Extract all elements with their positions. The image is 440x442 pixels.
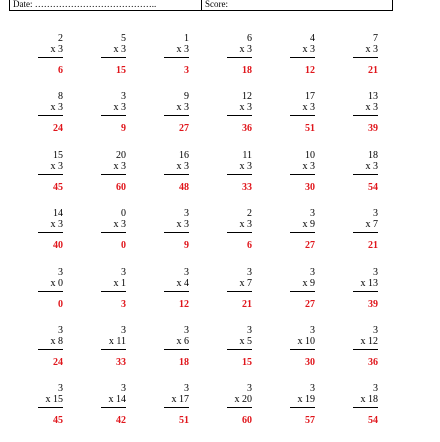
multiplier: x 3	[302, 44, 315, 55]
problem-card	[201, 383, 264, 441]
multiplicand: 3	[310, 383, 315, 395]
answer: 27	[179, 123, 189, 135]
multiplier: x 3	[176, 160, 189, 172]
multiplicand: 3	[184, 324, 189, 336]
multiplier: x 14	[108, 394, 126, 406]
answer-rule	[227, 349, 252, 350]
multiplier: x 10	[297, 335, 315, 347]
answer-rule	[227, 407, 252, 408]
answer: 0	[58, 298, 63, 310]
multiplicand: 9	[184, 91, 189, 103]
multiplier: x 3	[50, 102, 63, 114]
answer: 30	[305, 356, 315, 368]
multiplier: x 3	[176, 44, 189, 55]
answer-rule	[164, 291, 189, 292]
answer: 33	[242, 181, 252, 193]
problem-card	[264, 91, 327, 149]
multiplicand: 3	[58, 266, 63, 278]
answer-rule	[101, 232, 126, 233]
problem-card	[201, 150, 264, 208]
multiplier: x 4	[176, 277, 189, 289]
answer-rule	[38, 57, 63, 58]
score-field: Score:	[201, 0, 392, 10]
problem-card	[12, 325, 75, 383]
multiplicand: 3	[310, 266, 315, 278]
answer-rule	[101, 174, 126, 175]
multiplicand: 16	[179, 149, 189, 161]
multiplicand: 13	[368, 91, 378, 103]
answer: 3	[121, 298, 126, 310]
multiplicand: 2	[58, 33, 63, 44]
answer: 0	[121, 240, 126, 252]
multiplicand: 7	[373, 33, 378, 44]
problem-card	[327, 150, 390, 208]
multiplier: x 12	[360, 335, 378, 347]
answer: 45	[53, 181, 63, 193]
answer: 6	[58, 65, 63, 76]
problem-card	[138, 267, 201, 325]
multiplier: x 3	[50, 219, 63, 231]
multiplier: x 6	[176, 335, 189, 347]
answer: 12	[305, 65, 315, 76]
problem-card	[201, 33, 264, 91]
problem-card	[75, 325, 138, 383]
answer-rule	[38, 115, 63, 116]
answer-rule	[38, 291, 63, 292]
problem-card	[75, 208, 138, 266]
multiplier: x 3	[302, 102, 315, 114]
answer: 24	[53, 123, 63, 135]
multiplier: x 3	[113, 160, 126, 172]
answer: 39	[368, 123, 378, 135]
problem-card	[264, 150, 327, 208]
answer-rule	[227, 174, 252, 175]
answer-rule	[290, 115, 315, 116]
multiplier: x 3	[113, 102, 126, 114]
multiplier: x 18	[360, 394, 378, 406]
multiplicand: 3	[247, 383, 252, 395]
answer: 33	[116, 356, 126, 368]
multiplicand: 1	[184, 33, 189, 44]
multiplier: x 3	[176, 102, 189, 114]
multiplicand: 17	[305, 91, 315, 103]
multiplicand: 3	[373, 266, 378, 278]
answer: 60	[116, 181, 126, 193]
multiplier: x 5	[239, 335, 252, 347]
problem-card	[264, 383, 327, 441]
answer: 48	[179, 181, 189, 193]
answer: 60	[242, 415, 252, 427]
answer: 51	[305, 123, 315, 135]
multiplier: x 19	[297, 394, 315, 406]
answer: 42	[116, 415, 126, 427]
answer-rule	[353, 291, 378, 292]
problem-card	[12, 267, 75, 325]
answer: 36	[368, 356, 378, 368]
answer: 15	[242, 356, 252, 368]
problem-card	[327, 267, 390, 325]
multiplicand: 6	[247, 33, 252, 44]
answer-rule	[101, 407, 126, 408]
problem-card	[201, 91, 264, 149]
multiplier: x 3	[365, 160, 378, 172]
problem-card	[327, 33, 390, 91]
problem-card	[264, 33, 327, 91]
problem-card	[12, 383, 75, 441]
multiplier: x 3	[239, 44, 252, 55]
problem-card	[75, 383, 138, 441]
problem-card	[264, 267, 327, 325]
answer: 27	[305, 298, 315, 310]
problem-card	[201, 325, 264, 383]
multiplier: x 13	[360, 277, 378, 289]
problem-card	[138, 91, 201, 149]
answer-rule	[164, 57, 189, 58]
multiplicand: 3	[373, 208, 378, 220]
answer: 3	[184, 65, 189, 76]
answer-rule	[353, 232, 378, 233]
multiplier: x 3	[50, 160, 63, 172]
multiplier: x 3	[50, 44, 63, 55]
multiplier: x 3	[239, 160, 252, 172]
answer: 9	[184, 240, 189, 252]
problem-card	[12, 33, 75, 91]
multiplier: x 20	[234, 394, 252, 406]
problem-card	[75, 150, 138, 208]
answer: 54	[368, 181, 378, 193]
multiplier: x 3	[239, 102, 252, 114]
problem-card	[138, 33, 201, 91]
multiplicand: 3	[121, 383, 126, 395]
multiplicand: 3	[310, 208, 315, 220]
multiplier: x 3	[113, 219, 126, 231]
multiplicand: 3	[247, 266, 252, 278]
answer-rule	[164, 115, 189, 116]
answer: 57	[305, 415, 315, 427]
answer-rule	[227, 232, 252, 233]
answer: 39	[368, 298, 378, 310]
problem-card	[201, 267, 264, 325]
answer: 21	[242, 298, 252, 310]
multiplicand: 3	[58, 324, 63, 336]
multiplicand: 12	[242, 91, 252, 103]
answer-rule	[227, 57, 252, 58]
multiplicand: 11	[242, 149, 252, 161]
worksheet-header	[9, 0, 393, 11]
answer: 40	[53, 240, 63, 252]
problem-card	[327, 325, 390, 383]
multiplier: x 3	[365, 44, 378, 55]
problem-card	[138, 325, 201, 383]
multiplicand: 3	[310, 324, 315, 336]
problem-card	[75, 267, 138, 325]
answer: 45	[53, 415, 63, 427]
multiplicand: 8	[58, 91, 63, 103]
multiplier: x 3	[365, 102, 378, 114]
multiplier: x 1	[113, 277, 126, 289]
multiplicand: 3	[247, 324, 252, 336]
answer-rule	[290, 407, 315, 408]
answer: 21	[368, 65, 378, 76]
multiplicand: 3	[121, 266, 126, 278]
multiplier: x 8	[50, 335, 63, 347]
multiplicand: 3	[58, 383, 63, 395]
multiplier: x 17	[171, 394, 189, 406]
answer-rule	[353, 57, 378, 58]
multiplicand: 10	[305, 149, 315, 161]
answer-rule	[164, 232, 189, 233]
answer-rule	[101, 349, 126, 350]
problem-card	[75, 33, 138, 91]
multiplicand: 14	[53, 208, 63, 220]
multiplicand: 3	[121, 91, 126, 103]
multiplicand: 2	[247, 208, 252, 220]
multiplicand: 5	[121, 33, 126, 44]
answer-rule	[353, 174, 378, 175]
multiplicand: 0	[121, 208, 126, 220]
answer-rule	[353, 115, 378, 116]
answer-rule	[290, 232, 315, 233]
multiplier: x 7	[365, 219, 378, 231]
answer-rule	[353, 349, 378, 350]
answer-rule	[38, 174, 63, 175]
answer-rule	[101, 57, 126, 58]
problem-card	[264, 208, 327, 266]
answer-rule	[290, 349, 315, 350]
multiplicand: 3	[184, 383, 189, 395]
date-field: Date: …………………………………..	[13, 0, 157, 9]
problem-card	[75, 91, 138, 149]
multiplicand: 3	[184, 208, 189, 220]
answer: 21	[368, 240, 378, 252]
answer-rule	[38, 349, 63, 350]
answer: 9	[121, 123, 126, 135]
problem-card	[201, 208, 264, 266]
multiplier: x 3	[302, 160, 315, 172]
answer: 54	[368, 415, 378, 427]
problem-card	[327, 383, 390, 441]
multiplier: x 3	[239, 219, 252, 231]
multiplicand: 4	[310, 33, 315, 44]
multiplier: x 3	[113, 44, 126, 55]
multiplier: x 7	[239, 277, 252, 289]
answer: 18	[242, 65, 252, 76]
answer-rule	[290, 57, 315, 58]
answer-rule	[164, 174, 189, 175]
answer-rule	[353, 407, 378, 408]
problem-card	[327, 91, 390, 149]
multiplicand: 3	[373, 324, 378, 336]
multiplier: x 0	[50, 277, 63, 289]
multiplier: x 3	[176, 219, 189, 231]
problem-grid	[12, 33, 392, 442]
answer: 6	[247, 240, 252, 252]
problem-card	[264, 325, 327, 383]
problem-card	[138, 383, 201, 441]
answer-rule	[164, 407, 189, 408]
problem-card	[327, 208, 390, 266]
problem-card	[12, 150, 75, 208]
answer: 30	[305, 181, 315, 193]
multiplier: x 9	[302, 219, 315, 231]
answer-rule	[38, 232, 63, 233]
answer: 12	[179, 298, 189, 310]
answer-rule	[227, 291, 252, 292]
problem-card	[12, 208, 75, 266]
answer: 27	[305, 240, 315, 252]
multiplicand: 20	[116, 149, 126, 161]
problem-card	[138, 150, 201, 208]
problem-card	[138, 208, 201, 266]
multiplicand: 15	[53, 149, 63, 161]
answer-rule	[227, 115, 252, 116]
multiplier: x 9	[302, 277, 315, 289]
answer: 36	[242, 123, 252, 135]
answer: 15	[116, 65, 126, 76]
multiplicand: 3	[184, 266, 189, 278]
answer-rule	[290, 291, 315, 292]
answer-rule	[290, 174, 315, 175]
multiplicand: 3	[373, 383, 378, 395]
answer: 18	[179, 356, 189, 368]
problem-card	[12, 91, 75, 149]
answer: 24	[53, 356, 63, 368]
answer-rule	[101, 115, 126, 116]
answer-rule	[38, 407, 63, 408]
multiplicand: 18	[368, 149, 378, 161]
answer-rule	[101, 291, 126, 292]
multiplier: x 11	[108, 335, 126, 347]
answer-rule	[164, 349, 189, 350]
answer: 51	[179, 415, 189, 427]
multiplier: x 15	[45, 394, 63, 406]
multiplicand: 3	[121, 324, 126, 336]
